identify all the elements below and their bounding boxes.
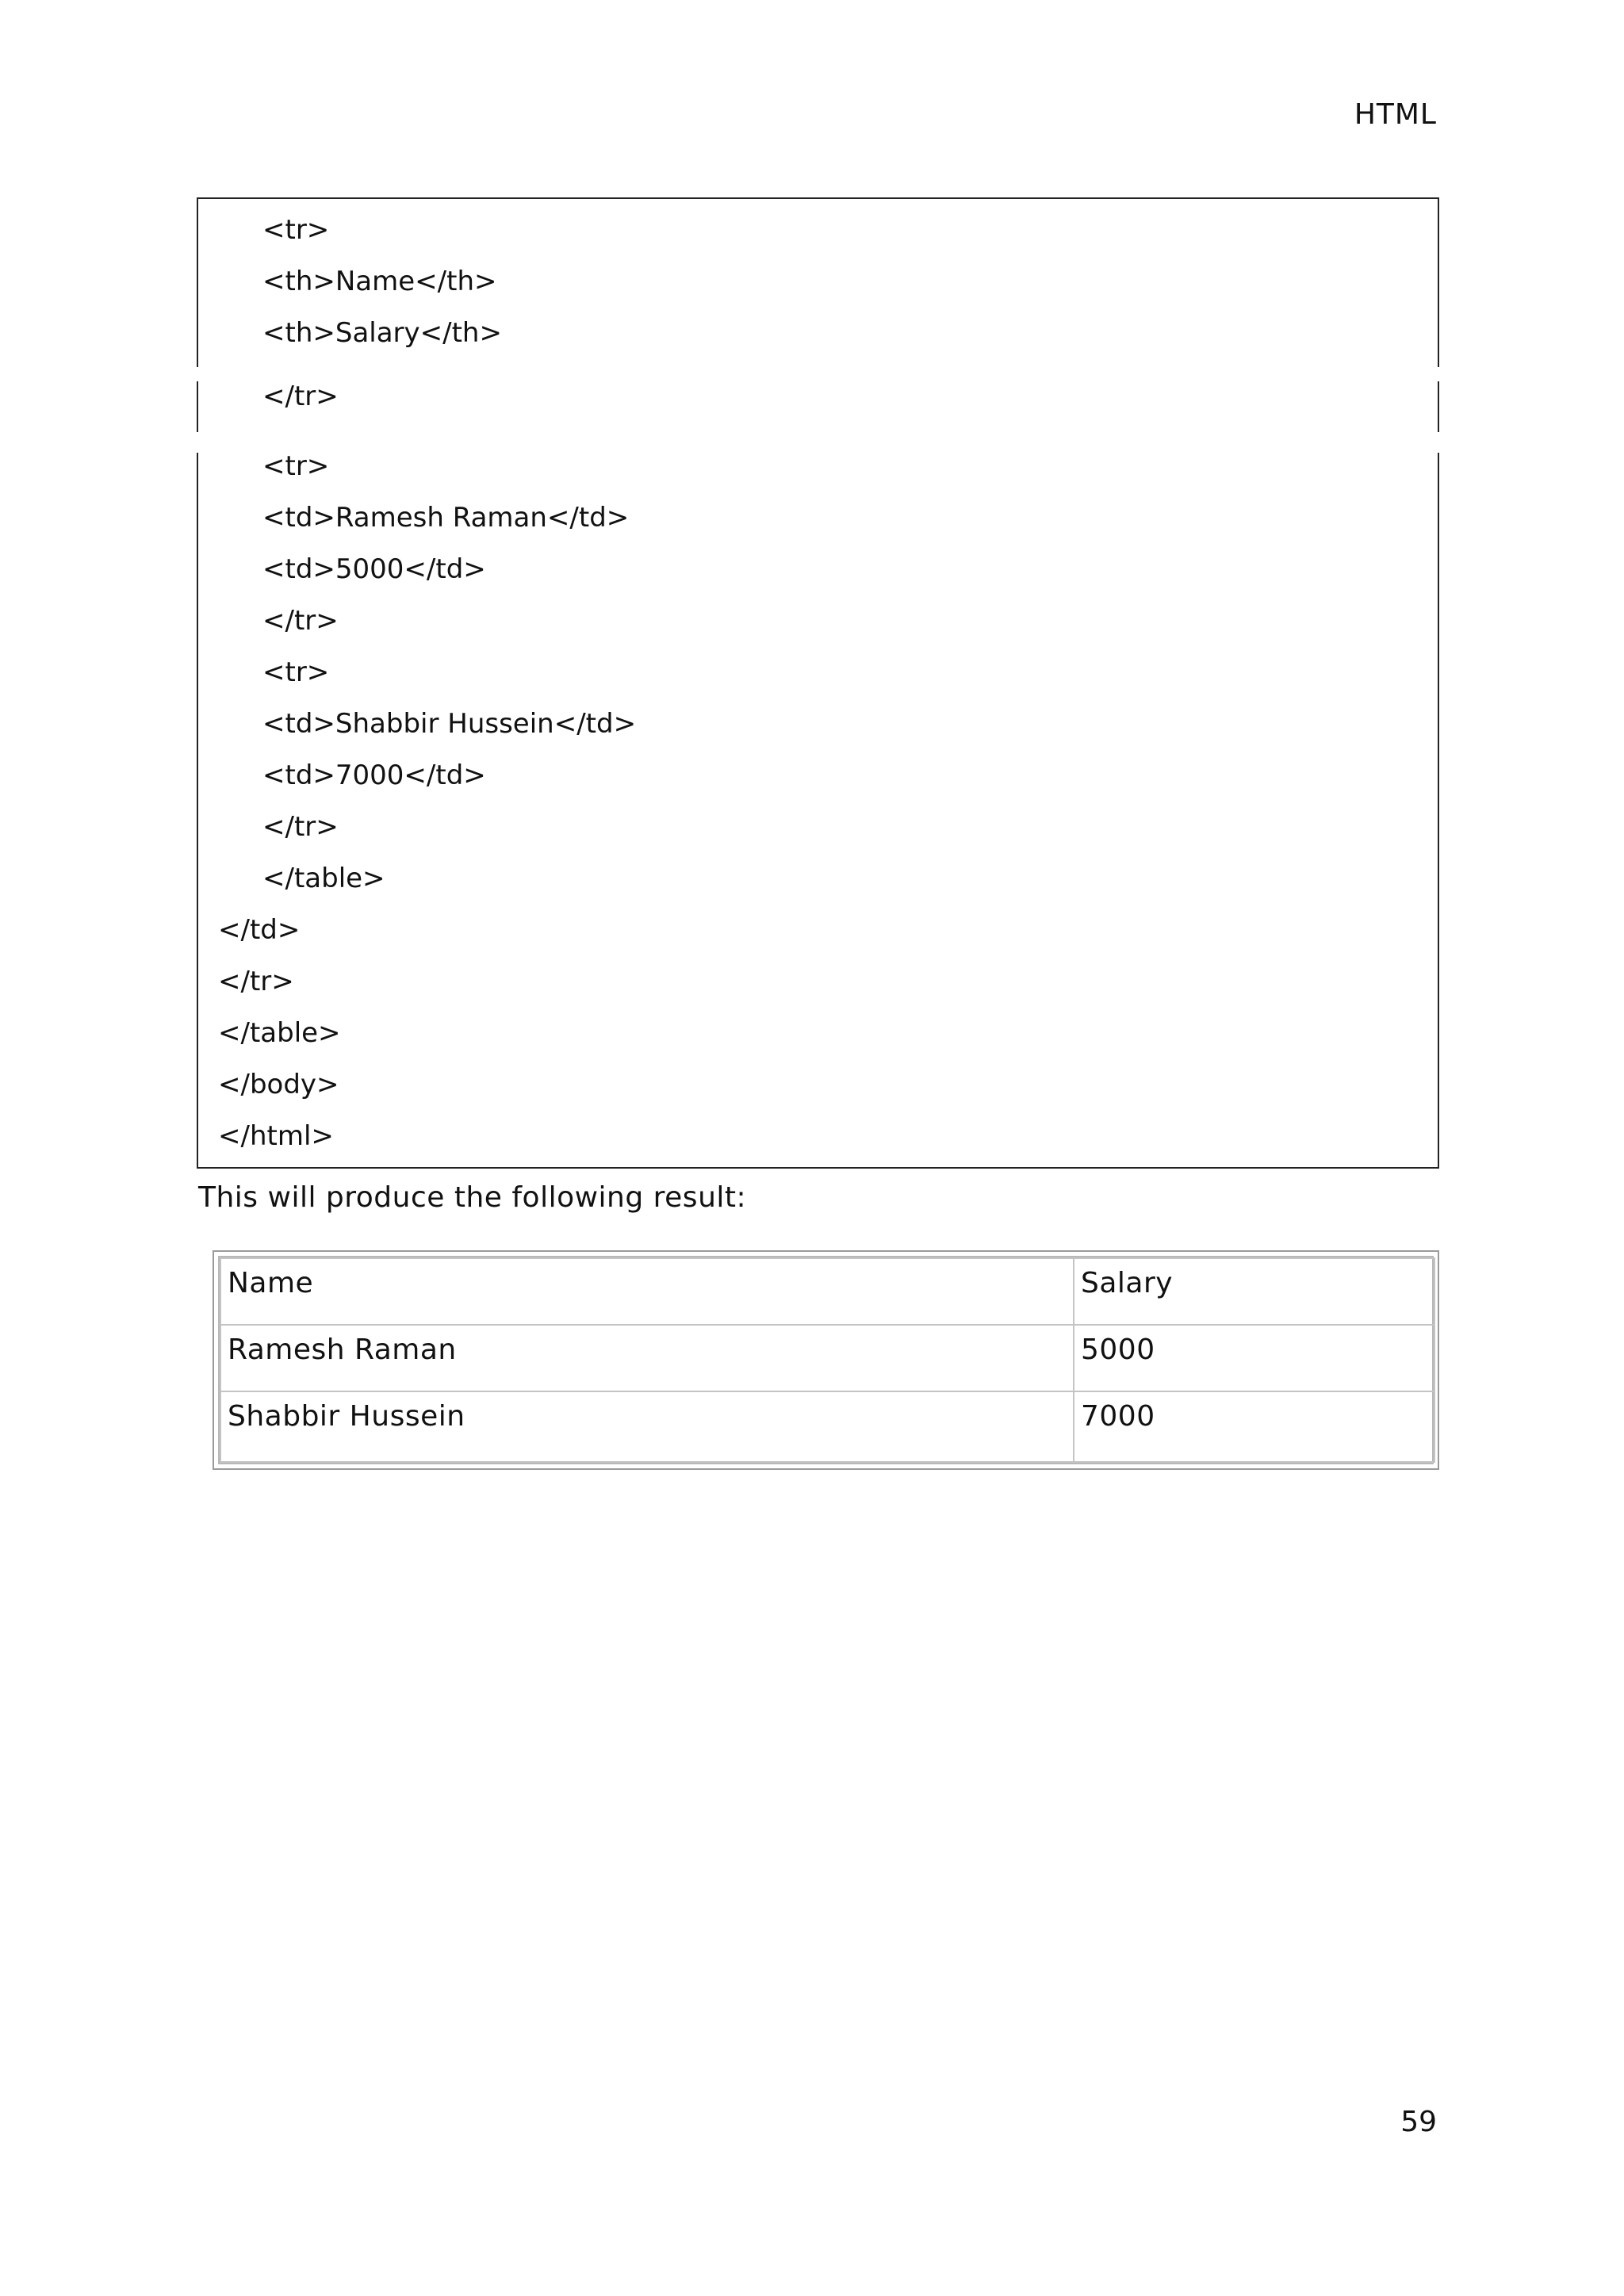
code-line: <td>5000</td> [262,553,486,585]
code-line: </table> [262,863,385,894]
code-line: </html> [218,1120,334,1152]
code-line: </tr> [262,605,339,637]
code-line: <th>Salary</th> [262,317,502,349]
code-box-border-gap [193,432,201,453]
table-header-cell-salary: Salary [1073,1257,1435,1326]
code-line: <td>Shabbir Hussein</td> [262,708,637,740]
table-cell-salary: 5000 [1073,1324,1435,1392]
code-line: </tr> [262,811,339,843]
code-line: </table> [218,1017,341,1049]
table-cell-name: Ramesh Raman [220,1324,1074,1392]
code-box-border-gap [1435,367,1443,381]
code-box-border-gap [1435,432,1443,453]
code-line: <th>Name</th> [262,266,497,297]
code-box-border-gap [193,367,201,381]
running-header: HTML [1354,98,1437,131]
code-line: </td> [218,914,301,946]
code-line: <tr> [262,450,330,482]
code-line: <tr> [262,656,330,688]
table-header-cell-name: Name [220,1257,1074,1326]
page-number: 59 [1400,2106,1437,2138]
code-line: </tr> [218,966,294,997]
result-table [213,1250,1439,1470]
result-table-inner-border [218,1256,1434,1464]
code-line: <td>7000</td> [262,760,486,791]
code-line: <tr> [262,214,330,246]
code-line: </body> [218,1069,339,1100]
table-cell-name: Shabbir Hussein [220,1391,1074,1463]
table-cell-salary: 7000 [1073,1391,1435,1463]
code-line: <td>Ramesh Raman</td> [262,502,630,534]
result-intro-text: This will produce the following result: [198,1181,747,1214]
code-line: </tr> [262,381,339,412]
